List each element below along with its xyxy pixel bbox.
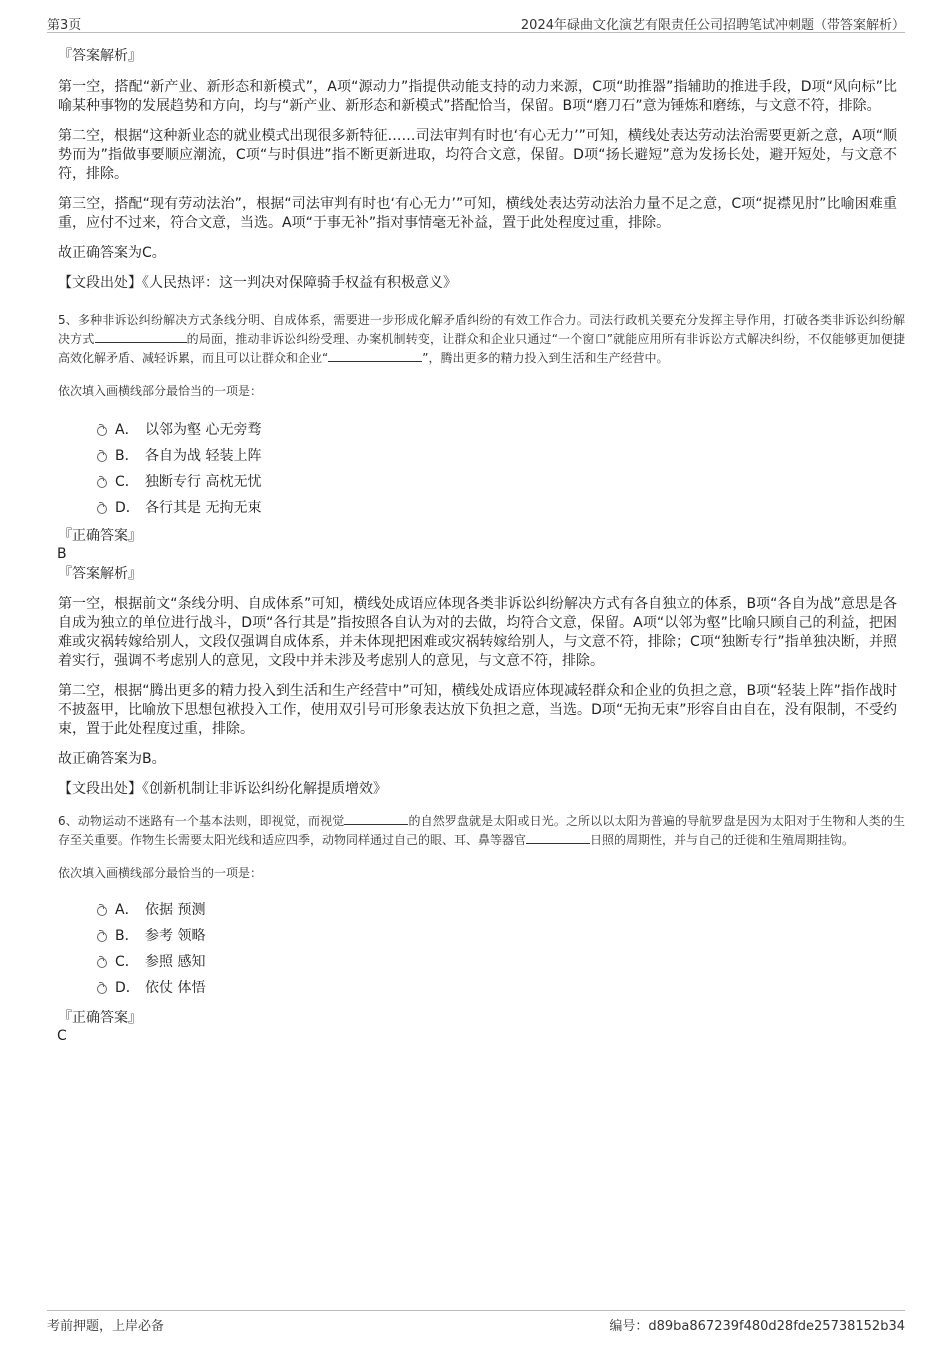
- question-prompt: 依次填入画横线部分最恰当的一项是：: [58, 866, 263, 880]
- fill-blank: [328, 349, 422, 362]
- correct-answer: B: [57, 546, 67, 562]
- answer-conclusion: 故正确答案为B。: [58, 751, 166, 767]
- option-d[interactable]: D． 依仗 体悟: [95, 975, 905, 1001]
- radio-icon[interactable]: [97, 958, 107, 968]
- option-c[interactable]: C． 参照 感知: [95, 949, 905, 975]
- document-title: 2024年碌曲文化演艺有限责任公司招聘笔试冲刺题（带答案解析）: [520, 18, 905, 33]
- radio-icon[interactable]: [97, 984, 107, 994]
- analysis-paragraph: 第二空，根据“这种新业态的就业模式出现很多新特征……司法审判有时也‘有心无力’”可知，横线处表达劳动法治需要更新之意，A项“顺势而为”指做事要顺应潮流，C项“与时俱进”指不断更新进取，均符合文意，保留。D项“扬长避短”意为发扬长处，避开短处，与文意不符，排除。: [58, 128, 897, 182]
- footer-slogan: 考前押题，上岸必备: [47, 1319, 165, 1334]
- option-a[interactable]: A． 以邻为壑 心无旁骛: [95, 417, 905, 443]
- radio-icon[interactable]: [97, 932, 107, 942]
- option-d[interactable]: D． 各行其是 无拘无束: [95, 495, 905, 521]
- source-citation: 【文段出处】《人民热评：这一判决对保障骑手权益有积极意义》: [58, 275, 457, 291]
- document-code: 编号：d89ba867239f480d28fde25738152b34: [609, 1319, 905, 1334]
- correct-answer-label: 『正确答案』: [58, 1010, 142, 1026]
- question-stem: 5、多种非诉讼纠纷解决方式条线分明、自成体系，需要进一步形成化解矛盾纠纷的有效工作合力。司法行政机关要充分发挥主导作用，打破各类非诉讼纠纷解决方式 的局面，推动非诉讼纠纷受理、办案机制转变，让群众和企业只通过“一个窗口”就能应用所有非诉讼方式解决纠纷，不仅能够更加便捷高效化解矛盾、减轻诉累，而且可以让群众和企业“ ”，腾出更多的精力投入到生活和生产经营中。: [58, 313, 905, 365]
- correct-answer-label: 『正确答案』: [58, 528, 142, 544]
- analysis-paragraph: 第一空，根据前文“条线分明、自成体系”可知，横线处成语应体现各类非诉讼纠纷解决方式有各自独立的体系，B项“各自为战”意思是各自成为独立的单位进行战斗，D项“各行其是”指按照各自认为对的去做，均符合文意，保留。A项“以邻为壑”比喻只顾自己的利益，把困难或灾祸转嫁给别人，文段仅强调自成体系，并未体现把困难或灾祸转嫁给别人，与文意不符，排除；C项“独断专行”指单独决断，并照着实行，强调不考虑别人的意见，文段中并未涉及考虑别人的意见，与文意不符，排除。: [58, 596, 897, 669]
- option-c[interactable]: C． 独断专行 高枕无忧: [95, 469, 905, 495]
- option-b[interactable]: B． 参考 领略: [95, 923, 905, 949]
- radio-icon[interactable]: [97, 452, 107, 462]
- option-list: [95, 897, 905, 1001]
- page-header: [47, 12, 905, 33]
- page-number: 第3页: [47, 18, 82, 33]
- radio-icon[interactable]: [97, 906, 107, 916]
- fill-blank: [95, 330, 187, 343]
- question-stem: 6、动物运动不迷路有一个基本法则，即视觉，而视觉 的自然罗盘就是太阳或日光。之所以以太阳为普遍的导航罗盘是因为太阳对于生物和人类的生存至关重要。作物生长需要太阳光线和适应四季，动物同样通过自己的眼、耳、鼻等器官 日照的周期性，并与自己的迁徙和生殖周期挂钩。: [58, 814, 905, 847]
- analysis-label: 『答案解析』: [58, 48, 142, 64]
- source-citation: 【文段出处】《创新机制让非诉讼纠纷化解提质增效》: [58, 781, 387, 797]
- analysis-paragraph: 第二空，根据“腾出更多的精力投入到生活和生产经营中”可知，横线处成语应体现减轻群众和企业的负担之意，B项“轻装上阵”指作战时不披盔甲，比喻放下思想包袱投入工作，使用双引号可形象表达放下负担之意，当选。D项“无拘无束”形容自由自在，没有限制，不受约束，置于此处程度过重，排除。: [58, 683, 897, 737]
- option-b[interactable]: B． 各自为战 轻装上阵: [95, 443, 905, 469]
- option-list: [95, 417, 905, 521]
- correct-answer: C: [57, 1028, 67, 1044]
- analysis-paragraph: 第三空，搭配“现有劳动法治”，根据“司法审判有时也‘有心无力’”可知，横线处表达劳动法治力量不足之意，C项“捉襟见肘”比喻困难重重，应付不过来，符合文意，当选。A项“于事无补”指对事情毫无补益，置于此处程度过重，排除。: [58, 196, 897, 231]
- radio-icon[interactable]: [97, 426, 107, 436]
- radio-icon[interactable]: [97, 504, 107, 514]
- analysis-label: 『答案解析』: [58, 566, 142, 582]
- answer-conclusion: 故正确答案为C。: [58, 245, 166, 261]
- question-prompt: 依次填入画横线部分最恰当的一项是：: [58, 384, 263, 398]
- fill-blank: [344, 812, 408, 825]
- fill-blank: [526, 831, 590, 844]
- analysis-paragraph: 第一空，搭配“新产业、新形态和新模式”，A项“源动力”指提供动能支持的动力来源，C项“助推器”指辅助的推进手段，D项“风向标”比喻某种事物的发展趋势和方向，均与“新产业、新形态和新模式”搭配恰当，保留。B项“磨刀石”意为锤炼和磨练，与文意不符，排除。: [58, 79, 897, 114]
- option-a[interactable]: A． 依据 预测: [95, 897, 905, 923]
- radio-icon[interactable]: [97, 478, 107, 488]
- page-footer: [47, 1310, 905, 1333]
- document-body: [55, 46, 905, 1045]
